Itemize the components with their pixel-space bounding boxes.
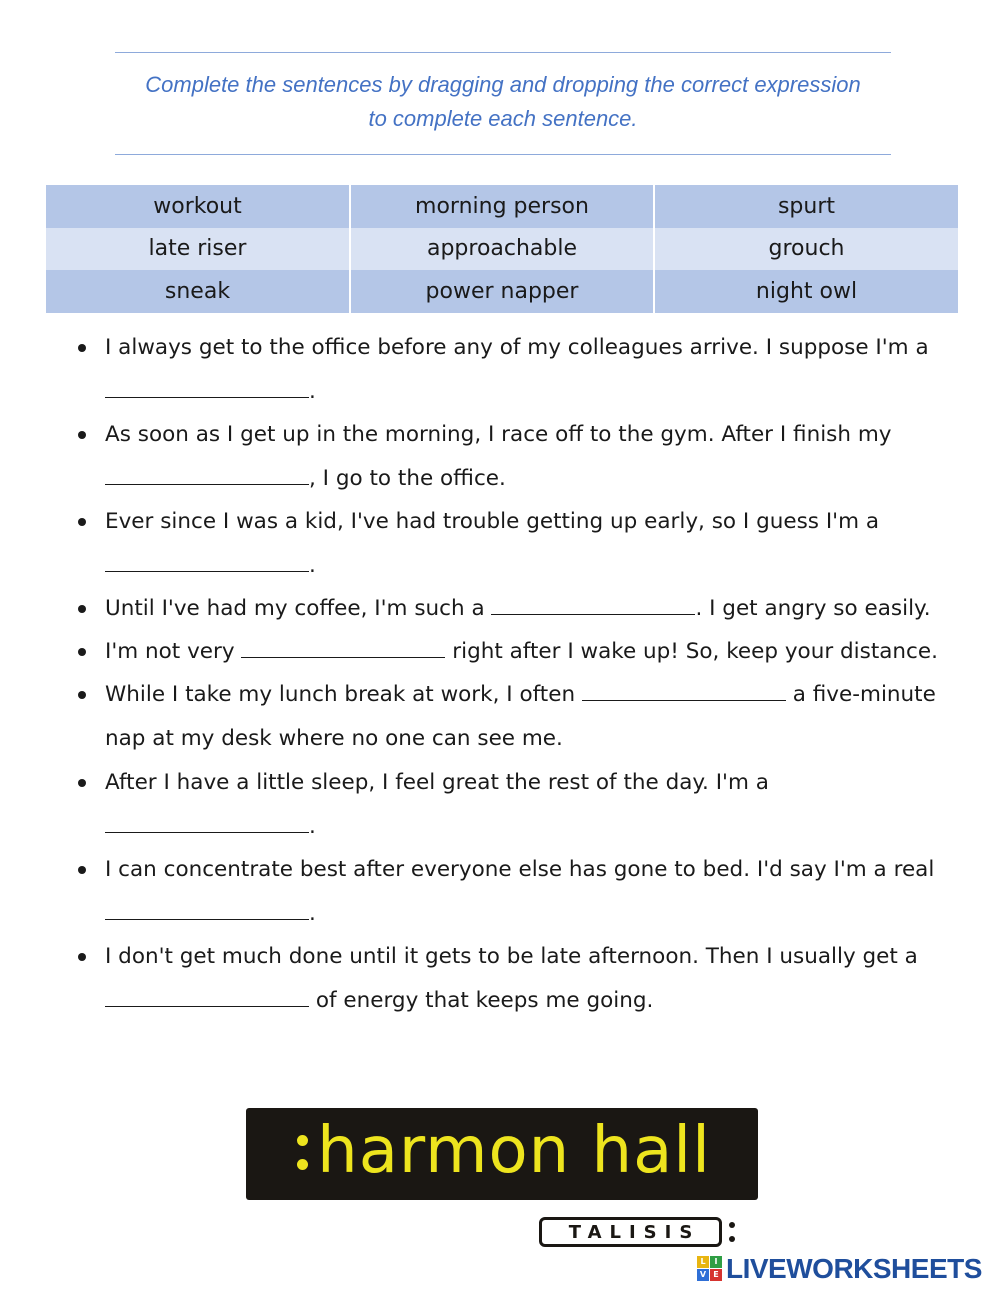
- harmon-hall-logo-text: harmon hall: [317, 1114, 711, 1188]
- sentence-item: After I have a little sleep, I feel great the rest of the day. I'm a .: [105, 761, 958, 848]
- sentence-item: I don't get much done until it gets to be late afternoon. Then I usually get a of energy that keeps me going.: [105, 935, 958, 1022]
- word-chip[interactable]: power napper: [350, 270, 654, 313]
- bullet-icon: [78, 866, 86, 874]
- word-chip[interactable]: workout: [46, 185, 350, 228]
- bullet-icon: [78, 431, 86, 439]
- bullet-icon: [78, 344, 86, 352]
- bullet-icon: [78, 518, 86, 526]
- answer-blank[interactable]: [241, 638, 445, 658]
- answer-blank[interactable]: [105, 987, 309, 1007]
- sentence-item: While I take my lunch break at work, I often a five-minute nap at my desk where no one can see me.: [105, 673, 958, 760]
- sentence-item: As soon as I get up in the morning, I race off to the gym. After I finish my , I go to the office.: [105, 413, 958, 500]
- liveworksheets-logo-text[interactable]: LIVEWORKSHEETS: [726, 1253, 982, 1284]
- sentence-item: Ever since I was a kid, I've had trouble getting up early, so I guess I'm a .: [105, 500, 958, 587]
- instructions-line-1: Complete the sentences by dragging and dropping the correct expression: [145, 72, 861, 97]
- word-chip[interactable]: morning person: [350, 185, 654, 228]
- word-chip[interactable]: grouch: [654, 228, 958, 271]
- word-chip[interactable]: approachable: [350, 228, 654, 271]
- liveworksheets-badge-icon: L I V E: [697, 1256, 723, 1282]
- word-chip[interactable]: night owl: [654, 270, 958, 313]
- harmon-hall-logo: [246, 1108, 758, 1200]
- sentence-item: I'm not very right after I wake up! So, keep your distance.: [105, 630, 958, 674]
- answer-blank[interactable]: [105, 813, 309, 833]
- bullet-icon: [78, 953, 86, 961]
- talisis-colon-icon: [729, 1217, 737, 1247]
- logo-colon-icon: [293, 1129, 313, 1179]
- word-chip[interactable]: late riser: [46, 228, 350, 271]
- bullet-icon: [78, 605, 86, 613]
- talisis-logo: TALISIS: [539, 1217, 722, 1247]
- answer-blank[interactable]: [105, 900, 309, 920]
- answer-blank[interactable]: [105, 378, 309, 398]
- answer-blank[interactable]: [582, 681, 786, 701]
- bullet-icon: [78, 779, 86, 787]
- answer-blank[interactable]: [491, 595, 695, 615]
- sentence-item: I can concentrate best after everyone else has gone to bed. I'd say I'm a real .: [105, 848, 958, 935]
- sentence-item: I always get to the office before any of my colleagues arrive. I suppose I'm a .: [105, 326, 958, 413]
- answer-blank[interactable]: [105, 552, 309, 572]
- bullet-icon: [78, 691, 86, 699]
- sentence-item: Until I've had my coffee, I'm such a . I get angry so easily.: [105, 587, 958, 631]
- word-chip[interactable]: spurt: [654, 185, 958, 228]
- word-chip[interactable]: sneak: [46, 270, 350, 313]
- bullet-icon: [78, 648, 86, 656]
- instructions-line-2: to complete each sentence.: [368, 106, 638, 131]
- answer-blank[interactable]: [105, 465, 309, 485]
